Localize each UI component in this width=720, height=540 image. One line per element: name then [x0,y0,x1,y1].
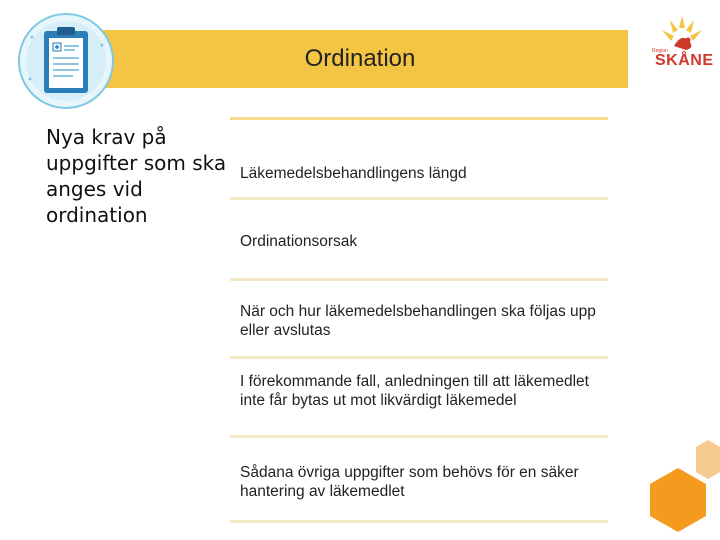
list-item-text: När och hur läkemedelsbehandlingen ska följas upp eller avslutas [240,303,596,339]
logo-name: SKÅNE [655,52,714,69]
list-item-text: I förekommande fall, anledningen till att läkemedlet inte får bytas ut mot likvärdigt läkemedel [240,373,589,409]
list-item-text: Läkemedelsbehandlingens längd [240,165,467,182]
logo-region-label: Region [652,48,668,54]
hexagon-light [696,440,720,479]
list-item-text: Ordinationsorsak [240,233,358,250]
list-divider [230,278,608,281]
region-skane-logo [652,12,712,68]
clipboard-icon [18,13,114,109]
list-divider [230,520,608,523]
list-divider [230,197,608,200]
section-heading: Nya krav på uppgifter som ska anges vid ordination [46,125,227,227]
page-title: Ordination [304,45,416,72]
hexagon-decoration [620,430,720,540]
hexagon-orange [650,468,706,532]
title-divider [230,117,608,120]
list-divider [230,435,608,438]
list-item-text: Sådana övriga uppgifter som behövs för en säker hantering av läkemedlet [240,464,579,500]
list-divider [230,356,608,359]
